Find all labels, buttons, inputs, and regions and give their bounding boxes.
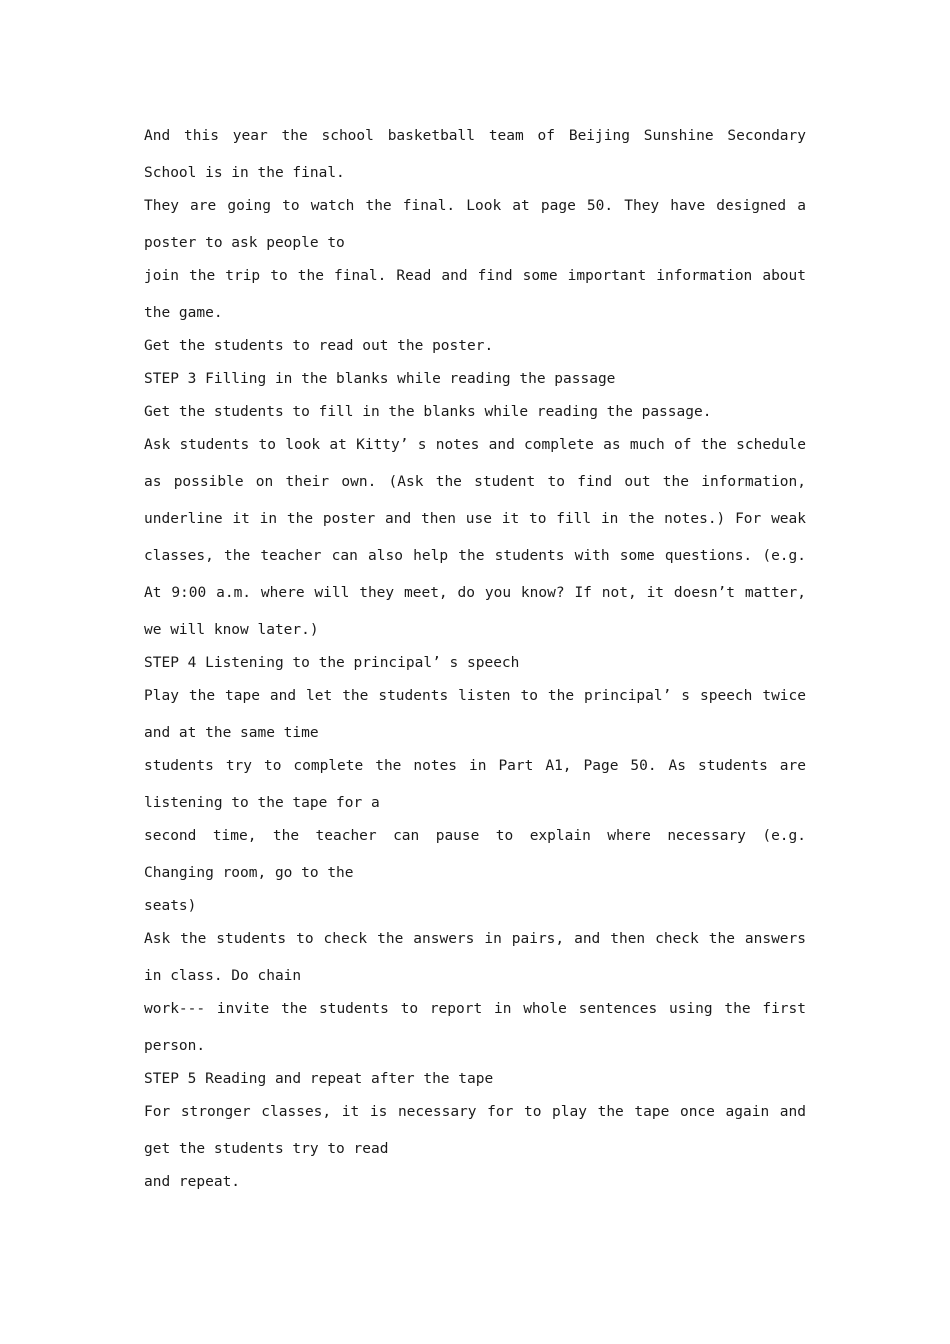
paragraph-second-time: second time, the teacher can pause to explain where necessary (e.g. Changing room, go to the xyxy=(144,828,806,881)
paragraph-repeat: and repeat. xyxy=(144,1174,241,1190)
paragraph-join-trip: join the trip to the final. Read and find some important information about the game. xyxy=(144,268,806,321)
paragraph-kitty-notes: Ask students to look at Kitty’ s notes and complete as much of the schedule as possible on their own. (Ask the student to find out the information, underline it in the poster and then use it to fill in the notes.) For weak classes, the teacher can also help the students with some questions. (e.g. At 9:00 a.m. where will they meet, do you know? If not, it doesn’t matter, we will know later.) xyxy=(144,437,806,638)
paragraph-fill-blanks: Get the students to fill in the blanks while reading the passage. xyxy=(144,404,712,420)
paragraph-check-answers: Ask the students to check the answers in pairs, and then check the answers in class. Do chain xyxy=(144,931,806,984)
lesson-plan-text xyxy=(144,118,806,1201)
paragraph-poster-page: They are going to watch the final. Look at page 50. They have designed a poster to ask people to xyxy=(144,198,806,251)
paragraph-seats: seats) xyxy=(144,898,197,914)
paragraph-stronger-classes: For stronger classes, it is necessary for to play the tape once again and get the students try to read xyxy=(144,1104,806,1157)
step-5-heading: STEP 5 Reading and repeat after the tape xyxy=(144,1071,494,1087)
paragraph-play-tape: Play the tape and let the students listen to the principal’ s speech twice and at the same time xyxy=(144,688,806,741)
paragraph-chain-work: work--- invite the students to report in whole sentences using the first person. xyxy=(144,1001,806,1054)
step-4-heading: STEP 4 Listening to the principal’ s speech xyxy=(144,655,520,671)
paragraph-final-intro: And this year the school basketball team of Beijing Sunshine Secondary School is in the final. xyxy=(144,128,806,181)
paragraph-read-poster: Get the students to read out the poster. xyxy=(144,338,494,354)
paragraph-complete-notes: students try to complete the notes in Part A1, Page 50. As students are listening to the tape for a xyxy=(144,758,806,811)
step-3-heading: STEP 3 Filling in the blanks while reading the passage xyxy=(144,371,616,387)
